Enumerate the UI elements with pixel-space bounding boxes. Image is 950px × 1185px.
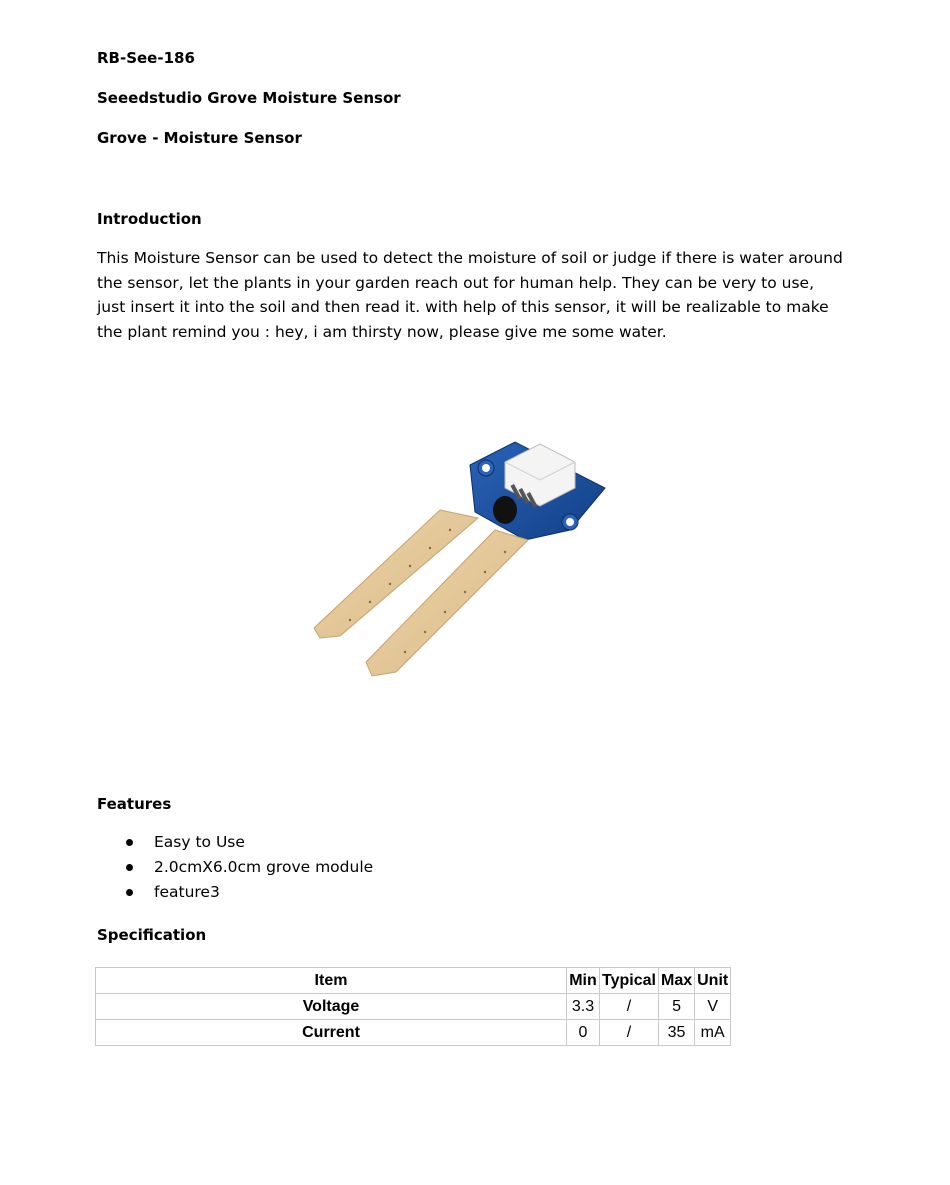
row-typical: / — [600, 1020, 659, 1046]
table-header-row — [96, 968, 731, 994]
intro-heading: Introduction — [97, 210, 202, 228]
product-title: Seeedstudio Grove Moisture Sensor — [97, 89, 401, 107]
row-min: 0 — [567, 1020, 600, 1046]
column-header-max: Max — [659, 968, 695, 994]
column-header-min: Min — [567, 968, 600, 994]
column-header-item: Item — [96, 968, 567, 994]
row-min: 3.3 — [567, 994, 600, 1020]
row-max: 35 — [659, 1020, 695, 1046]
specification-table — [95, 967, 731, 1046]
row-unit: mA — [695, 1020, 731, 1046]
moisture-sensor-image — [300, 400, 700, 700]
intro-paragraph: This Moisture Sensor can be used to detect the moisture of soil or judge if there is water around the sensor, let the plants in your garden reach out for human help. They can be very to use, just insert it into the soil and then read it. with help of this sensor, it will be realizable to make the plant remind you : hey, i am thirsty now, please give me some water. — [97, 249, 843, 341]
features-list — [125, 830, 373, 905]
row-typical: / — [600, 994, 659, 1020]
row-unit: V — [695, 994, 731, 1020]
specification-heading: Specification — [97, 926, 207, 944]
feature-item: 2.0cmX6.0cm grove module — [125, 855, 373, 880]
column-header-unit: Unit — [695, 968, 731, 994]
row-max: 5 — [659, 994, 695, 1020]
feature-item: Easy to Use — [125, 830, 373, 855]
feature-item: feature3 — [125, 880, 373, 905]
table-row — [96, 994, 731, 1020]
product-code: RB-See-186 — [97, 49, 195, 67]
features-heading: Features — [97, 795, 172, 813]
row-item: Voltage — [96, 994, 567, 1020]
table-row — [96, 1020, 731, 1046]
column-header-typical: Typical — [600, 968, 659, 994]
row-item: Current — [96, 1020, 567, 1046]
product-name: Grove - Moisture Sensor — [97, 129, 302, 147]
